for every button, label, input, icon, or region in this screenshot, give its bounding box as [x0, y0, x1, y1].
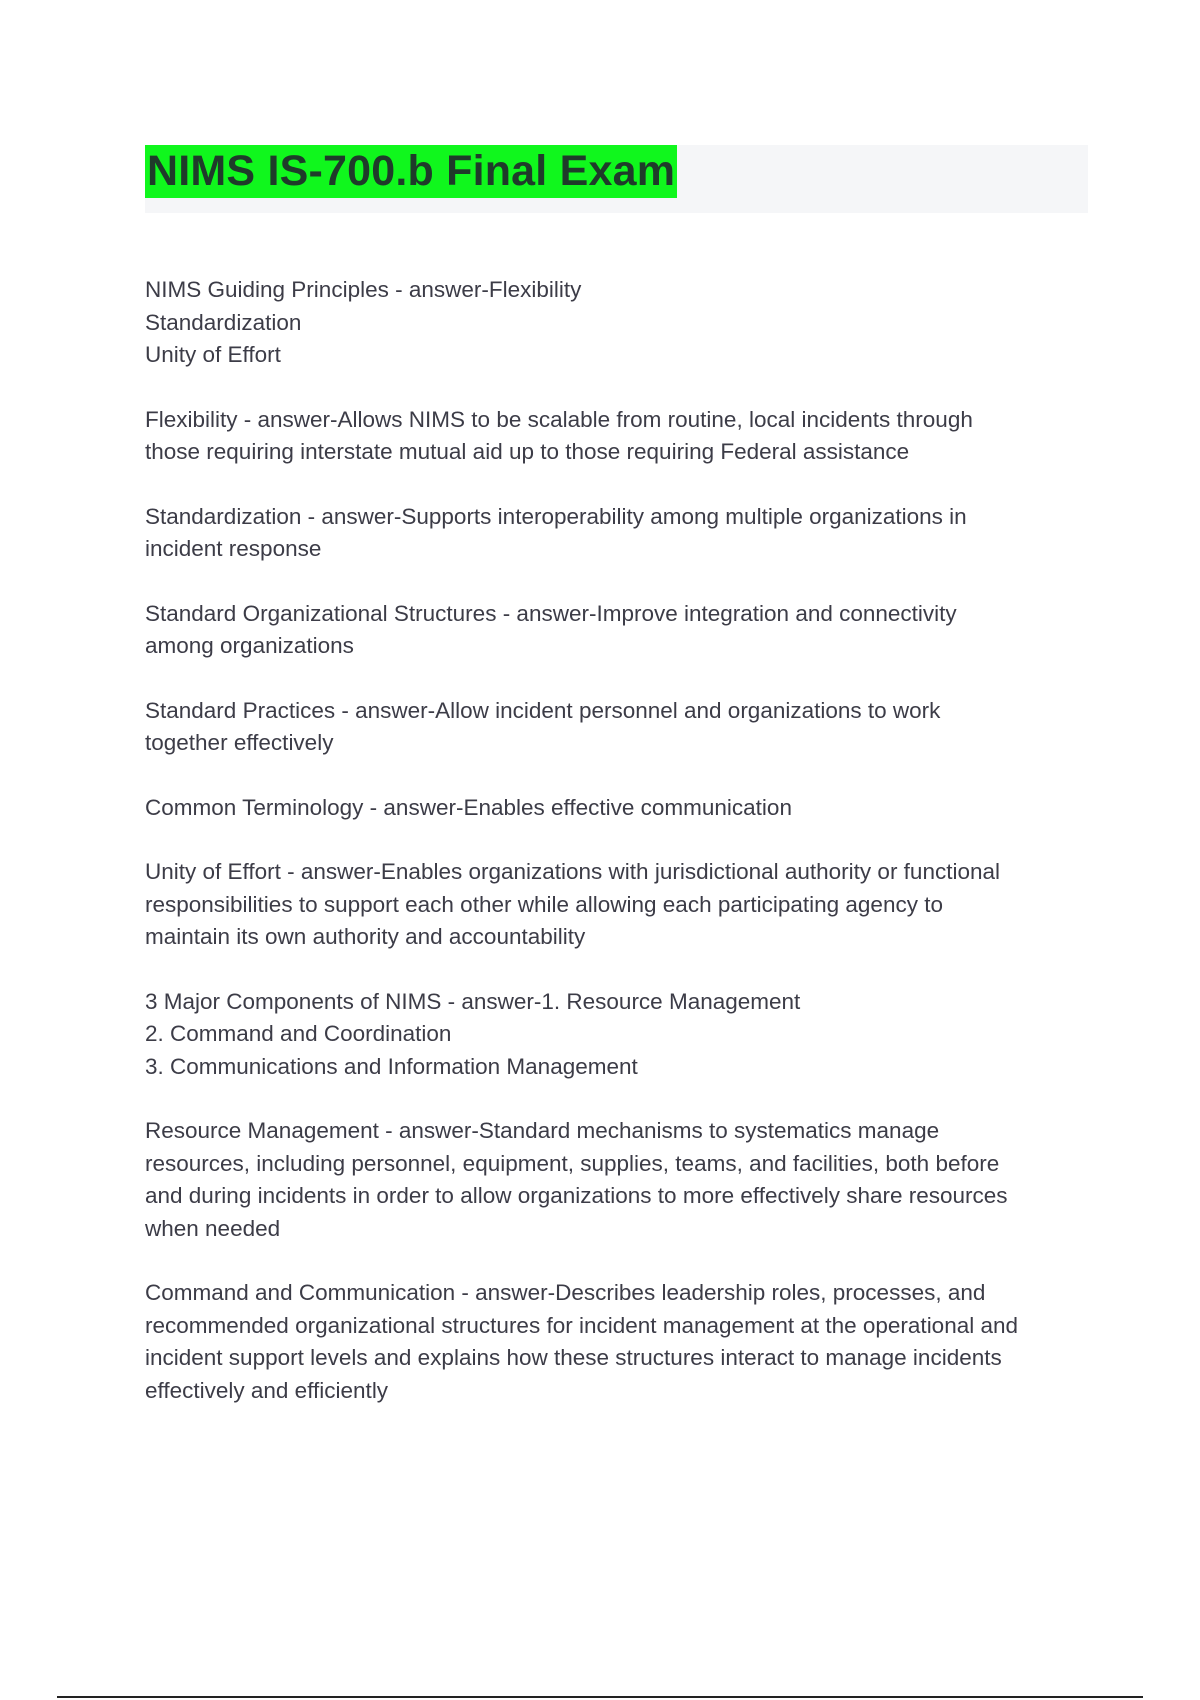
- qa-entry: [145, 404, 1095, 469]
- qa-line: among organizations: [145, 633, 354, 658]
- footer-divider: [57, 1696, 1143, 1698]
- qa-line: and during incidents in order to allow organizations to more effectively share resources: [145, 1183, 1008, 1208]
- qa-entry: [145, 986, 1095, 1084]
- qa-entry: [145, 792, 1095, 825]
- qa-line: Unity of Effort: [145, 342, 281, 367]
- page-title: NIMS IS-700.b Final Exam: [147, 147, 676, 195]
- qa-line: effectively and efficiently: [145, 1377, 389, 1403]
- qa-line: NIMS Guiding Principles - answer-Flexibility: [145, 277, 582, 302]
- qa-entry: [145, 695, 1095, 760]
- qa-line: maintain its own authority and accountability: [145, 924, 586, 949]
- qa-line: Standard Practices - answer-Allow incident personnel and organizations to work: [145, 697, 941, 723]
- qa-line: 3 Major Components of NIMS - answer-1. Resource Management: [145, 988, 801, 1014]
- qa-line: incident support levels and explains how these structures interact to manage incidents: [145, 1345, 1002, 1370]
- qa-line: recommended organizational structures for incident management at the operational and: [145, 1312, 1019, 1338]
- qa-entry: [145, 274, 1095, 372]
- qa-line: 2. Command and Coordination: [145, 1021, 452, 1046]
- qa-line: Standard Organizational Structures - answer-Improve integration and connectivity: [145, 600, 957, 626]
- qa-entry: [145, 598, 1095, 663]
- qa-line: Standardization: [145, 309, 302, 335]
- qa-line: those requiring interstate mutual aid up to those requiring Federal assistance: [145, 439, 910, 464]
- qa-line: responsibilities to support each other while allowing each participating agency to: [145, 891, 943, 917]
- qa-line: 3. Communications and Information Management: [145, 1053, 638, 1079]
- qa-line: Command and Communication - answer-Describes leadership roles, processes, and: [145, 1280, 986, 1305]
- qa-line: Flexibility - answer-Allows NIMS to be scalable from routine, local incidents through: [145, 406, 973, 432]
- qa-line: Unity of Effort - answer-Enables organizations with jurisdictional authority or functional: [145, 859, 1000, 884]
- qa-line: resources, including personnel, equipment, supplies, teams, and facilities, both before: [145, 1150, 1000, 1176]
- qa-line: Resource Management - answer-Standard mechanisms to systematics manage: [145, 1118, 940, 1143]
- qa-list: [145, 274, 1095, 1439]
- qa-entry: [145, 1115, 1095, 1245]
- qa-entry: [145, 501, 1095, 566]
- qa-entry: [145, 1277, 1095, 1407]
- title-highlight: [145, 145, 677, 198]
- qa-line: incident response: [145, 536, 322, 561]
- qa-line: Standardization - answer-Supports interoperability among multiple organizations in: [145, 503, 967, 529]
- qa-line: Common Terminology - answer-Enables effective communication: [145, 794, 792, 820]
- qa-entry: [145, 856, 1095, 954]
- qa-line: when needed: [145, 1215, 281, 1241]
- qa-line: together effectively: [145, 730, 334, 755]
